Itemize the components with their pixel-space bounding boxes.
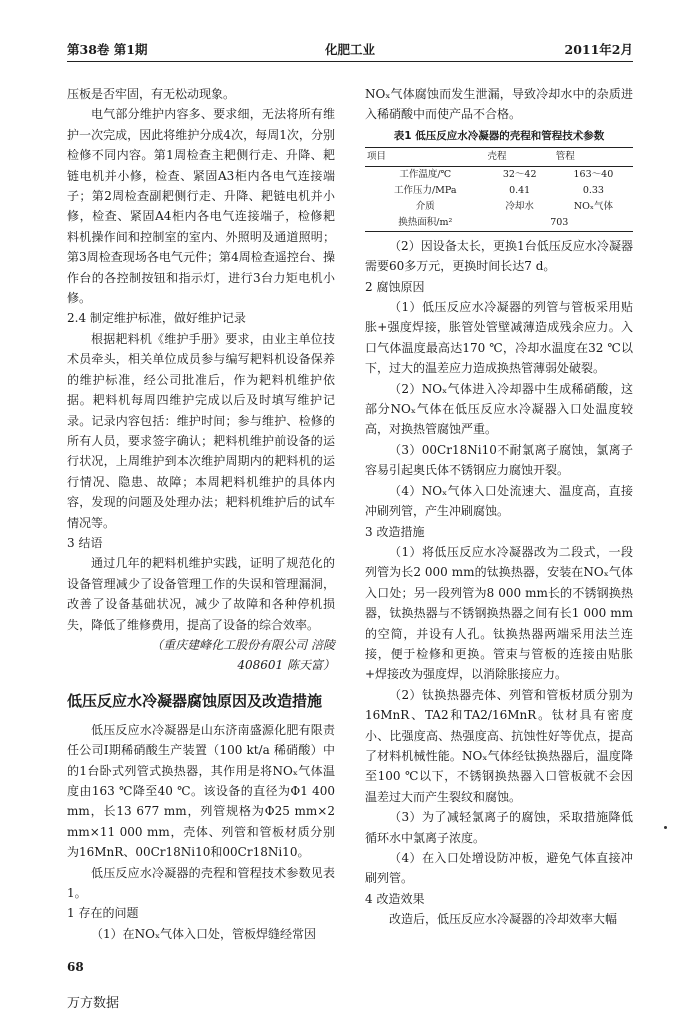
paragraph: 电气部分维护内容多、要求细，无法将所有维护一次完成，因此将维护分成4次，每周1次，分别检修不同内容。第1周检查主耙侧行走、升降、耙链电机并小修，检查、紧固A3柜内各电气连接端子；第2周检查副耙侧行走、升降、耙链电机并小修，检查、紧固A4柜内各电气连接端子，检修耙料机操作间和控制室的室内、外照明及通道照明；第3周检查现场各电气元件；第4周检查遥控台、操作台的各控制按钮和指示灯，进行3台力矩电机小修。 [67, 107, 335, 306]
table-cell: 32～42 [502, 168, 537, 180]
table-cell: 工作压力/MPa [393, 184, 457, 196]
paragraph: （3）为了减轻氯离子的腐蚀，采取措施降低循环水中氯离子浓度。 [365, 810, 633, 845]
page-number: 68 [67, 960, 84, 974]
table-cell: 冷却水 [505, 200, 534, 212]
paragraph: 低压反应水冷凝器是山东济南盛源化肥有限责任公司Ⅰ期稀硝酸生产装置（100 kt/a 稀硝酸）中的1台卧式列管式换热器，其作用是将NOₓ气体温度由163 ℃降至40 ℃。该设备的直径为Φ1 400 mm，长13 677 mm，列管规格为Φ25 mm×2 mm×11 000 mm，壳体、列管和管板材质分别为16MnR、00Cr18Ni10和00Cr18Ni10。 [67, 722, 335, 860]
paragraph: （1）低压反应水冷凝器的列管与管板采用贴胀+强度焊接，胀管处管壁减薄造成残余应力。入口气体温度最高达170 ℃，冷却水温度在32 ℃以下，过大的温差应力造成换热管薄弱处破裂。 [365, 300, 633, 376]
paragraph: （1）将低压反应水冷凝器改为二段式，一段列管为长2 000 mm的钛换热器，安装在NOₓ气体入口处；另一段列管为8 000 mm长的不锈钢换热器，钛换热器与不锈钢换热器之间有长1 000 mm的空简，并设有人孔。钛换热器两端采用法兰连接，便于检修和更换。管束与管板的连接由贴胀+焊接改为强度焊，以消除胀接应力。 [365, 544, 633, 682]
table-header-row [365, 147, 633, 166]
table-cell: 0.33 [582, 184, 604, 196]
paragraph: （2）NOₓ气体进入冷却器中生成稀硝酸，这部分NOₓ气体在低压反应水冷凝器入口处温度较高，对换热管腐蚀严重。 [365, 381, 633, 437]
table-cell: NOₓ气体 [573, 200, 613, 212]
parameter-table [365, 147, 633, 232]
paragraph: （1）在NOₓ气体入口处，管板焊缝经常因 [91, 926, 317, 941]
header-date: 2011年2月 [564, 42, 633, 57]
paragraph: （2）因设备太长，更换1台低压反应水冷凝器需要60多万元，更换时间长达7 d。 [365, 238, 633, 274]
table-cell: 介质 [415, 200, 435, 212]
table-cell: 0.41 [509, 184, 531, 196]
section-heading: 3 结语 [67, 535, 103, 550]
table-cell: 703 [486, 215, 633, 232]
paragraph: 压板是否牢固，有无松动现象。 [67, 87, 236, 101]
watermark: 万方数据 [67, 996, 120, 1011]
author-signature: 408601 陈天富） [237, 658, 335, 673]
margin-dot [664, 826, 667, 829]
paragraph: 低压反应水冷凝器的壳程和管程技术参数见表1。 [67, 865, 335, 901]
paragraph: （3）00Cr18Ni10不耐氯离子腐蚀，氯离子容易引起奥氏体不锈钢应力腐蚀开裂。 [365, 442, 633, 478]
section-heading: 4 改造效果 [365, 891, 425, 906]
table-header-cell: 项目 [365, 147, 486, 166]
section-heading: 3 改造措施 [365, 524, 425, 539]
table-caption: 表1 低压反应水冷凝器的壳程和管程技术参数 [393, 129, 605, 142]
right-column [365, 84, 633, 930]
paragraph: 改造后，低压反应水冷凝器的冷却效率大幅 [389, 912, 618, 927]
table-row [365, 215, 633, 232]
section-heading: 2 腐蚀原因 [365, 279, 425, 294]
header-rule [67, 61, 633, 62]
table-header-cell: 管程 [554, 147, 633, 166]
author-affiliation: （重庆建峰化工股份有限公司 涪陵 [151, 637, 335, 652]
table-cell: 换热面积/m² [365, 215, 486, 232]
header-issue: 第38卷 第1期 [67, 42, 148, 57]
section-heading: 1 存在的问题 [67, 906, 139, 921]
table-row [365, 166, 633, 183]
paragraph: 通过几年的耙料机维护实践，证明了规范化的设备管理减少了设备管理工作的失误和管理漏洞，改善了设备基础状况，减少了故障和各种停机损失，降低了维修费用，提高了设备的综合效率。 [67, 556, 335, 632]
paragraph: （2）钛换热器壳体、列管和管板材质分别为16MnR、TA2和TA2/16MnR。钛材具有密度小、比强度高、热强度高、抗蚀性好等优点，提高了材料机械性能。NOₓ气体经钛换热器后，温度降至100 ℃以下，不锈钢换热器入口管板就不会因温差过大而产生裂纹和腐蚀。 [365, 687, 633, 804]
table-row [365, 183, 633, 199]
article-title: 低压反应水冷凝器腐蚀原因及改造措施 [67, 691, 323, 710]
paragraph: NOₓ气体腐蚀而发生泄漏，导致冷却水中的杂质进入稀硝酸中而使产品不合格。 [365, 87, 633, 122]
header-journal: 化肥工业 [324, 42, 375, 57]
section-heading: 2.4 制定维护标准，做好维护记录 [67, 311, 246, 326]
left-column [67, 84, 335, 944]
table-row [365, 199, 633, 215]
table-cell: 163～40 [573, 168, 614, 180]
table-header-cell: 壳程 [486, 147, 554, 166]
paragraph: 根据耙料机《维护手册》要求，由业主单位技术员牵头，相关单位成员参与编写耙料机设备保养的维护标准，经公司批准后，作为耙料机维护依据。耙料机每周四维护完成以后及时填写维护记录。记录内容包括：维护时间；参与维护、检修的所有人员，要求签字确认；耙料机维护前设备的运行状况，上周维护到本次维护周期内的耙料机的运行情况、隐患、故障；本周耙料机维护的具体内容，发现的问题及处理办法；耙料机维护后的试车情况等。 [67, 331, 335, 530]
paragraph: （4）在入口处增设防冲板，避免气体直接冲刷列管。 [365, 851, 633, 886]
table-cell: 工作温度/℃ [399, 168, 452, 180]
paragraph: （4）NOₓ气体入口处流速大、温度高，直接冲刷列管，产生冲刷腐蚀。 [365, 483, 633, 519]
